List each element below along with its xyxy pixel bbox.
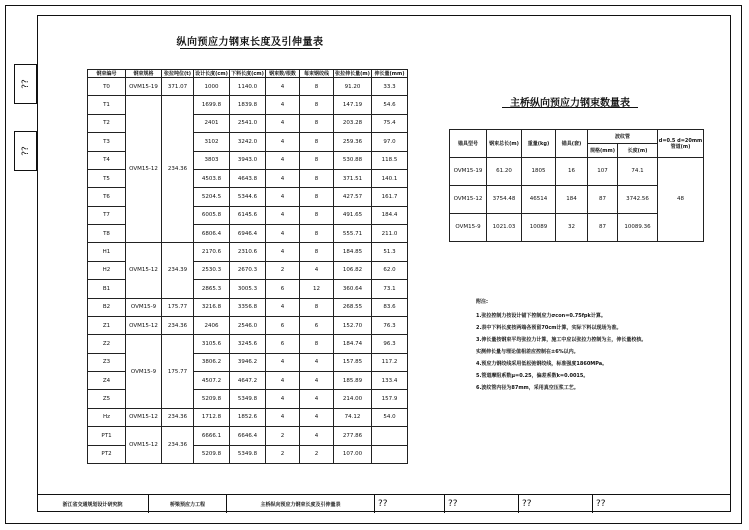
t1-cell: 491.65 xyxy=(334,206,372,224)
t1-cell: 97.0 xyxy=(372,133,408,151)
t1-cell: 83.6 xyxy=(372,298,408,316)
t1-cell: Z2 xyxy=(88,335,126,353)
t1-cell: 96.3 xyxy=(372,335,408,353)
tb-field-1: ?? xyxy=(375,495,445,513)
t1-cell: Z3 xyxy=(88,353,126,371)
t1-cell: OVM15-12 xyxy=(126,408,162,426)
t1-cell: 234.36 xyxy=(162,427,194,464)
note-item: 5.管道摩阻系数μ=0.25，偏差系数k=0.0015。 xyxy=(476,373,589,379)
t1-cell: 6946.4 xyxy=(230,225,266,243)
t1-cell: OVM15-12 xyxy=(126,243,162,298)
t1-cell: 152.70 xyxy=(334,316,372,334)
t1-cell: 6 xyxy=(266,280,300,298)
t1-cell: 5349.8 xyxy=(230,445,266,464)
t1-cell: 4643.8 xyxy=(230,169,266,187)
t1-cell: 12 xyxy=(300,280,334,298)
t1-cell: B1 xyxy=(88,280,126,298)
t1-cell: 74.12 xyxy=(334,408,372,426)
t1-cell: 3102 xyxy=(194,133,230,151)
t1-cell: 234.36 xyxy=(162,316,194,334)
t2-h-weight: 重量(kg) xyxy=(522,130,556,158)
t1-cell: 234.36 xyxy=(162,96,194,243)
t2-h-duct: 波纹管 xyxy=(588,130,658,144)
t1-cell: T6 xyxy=(88,188,126,206)
t1-cell xyxy=(372,427,408,445)
t1-cell: 8 xyxy=(300,298,334,316)
t2-cell: 32 xyxy=(556,214,588,242)
t1-cell: 3943.0 xyxy=(230,151,266,169)
t1-cell: 2401 xyxy=(194,114,230,132)
t1-cell: 75.4 xyxy=(372,114,408,132)
t1-cell: 185.89 xyxy=(334,372,372,390)
t2-h-length: 钢束总长(m) xyxy=(487,130,522,158)
t1-cell: 8 xyxy=(300,188,334,206)
t1-cell: PT2 xyxy=(88,445,126,464)
table1-body xyxy=(88,78,408,464)
t1-cell: 259.36 xyxy=(334,133,372,151)
t1-cell: 2310.6 xyxy=(230,243,266,261)
t1-cell: 3242.0 xyxy=(230,133,266,151)
t1-cell: 5204.5 xyxy=(194,188,230,206)
t1-cell: 427.57 xyxy=(334,188,372,206)
table2-header-row-1 xyxy=(450,130,704,144)
t1-cell: 3245.6 xyxy=(230,335,266,353)
t1-cell: Hz xyxy=(88,408,126,426)
t2-cell: 184 xyxy=(556,186,588,214)
t1-cell: 3803 xyxy=(194,151,230,169)
note-item: 4.预应力钢绞线采用低松弛钢绞线，标准强度1860MPa。 xyxy=(476,361,608,367)
t1-cell: 371.07 xyxy=(162,78,194,96)
t1-cell: 4 xyxy=(300,390,334,408)
t1-cell: 203.28 xyxy=(334,114,372,132)
t1-cell: 184.74 xyxy=(334,335,372,353)
table2-title-underline xyxy=(502,107,638,108)
t1-cell: 8 xyxy=(300,96,334,114)
table1-row xyxy=(88,427,408,445)
t1-cell: T4 xyxy=(88,151,126,169)
t1-cell: 51.3 xyxy=(372,243,408,261)
t2-cell: 61.20 xyxy=(487,158,522,186)
t1-cell: 4 xyxy=(300,261,334,279)
margin-label-bottom: ?? xyxy=(20,146,31,156)
t1-cell: OVM15-12 xyxy=(126,96,162,243)
t2-cell: 1805 xyxy=(522,158,556,186)
t1-cell: 118.5 xyxy=(372,151,408,169)
t1-cell: 8 xyxy=(300,151,334,169)
t1-cell: 4 xyxy=(266,298,300,316)
t1-cell: OVM15-9 xyxy=(126,335,162,409)
t1-cell: Z1 xyxy=(88,316,126,334)
t1-cell: 184.4 xyxy=(372,206,408,224)
t1-cell: 2 xyxy=(300,445,334,464)
t1-cell: 2 xyxy=(266,261,300,279)
t1-cell: 4 xyxy=(300,372,334,390)
t1-cell: 157.9 xyxy=(372,390,408,408)
t1-cell: 6 xyxy=(266,335,300,353)
t1-cell: 4 xyxy=(266,78,300,96)
t1-cell: 2 xyxy=(266,445,300,464)
t1-cell: 161.7 xyxy=(372,188,408,206)
t1-cell: 4 xyxy=(300,353,334,371)
table2-row xyxy=(450,158,704,186)
t1-cell: 2546.0 xyxy=(230,316,266,334)
t1-cell: 147.19 xyxy=(334,96,372,114)
margin-label-top: ?? xyxy=(20,79,31,89)
t2-cell: 87 xyxy=(588,186,618,214)
t1-cell: 62.0 xyxy=(372,261,408,279)
table1-row xyxy=(88,298,408,316)
t2-merged-value: 48 xyxy=(658,158,704,242)
t1-cell: 73.1 xyxy=(372,280,408,298)
t1-cell: T3 xyxy=(88,133,126,151)
note-item: 2.表中下料长度按两端各预留70cm计算，实际下料以现场为准。 xyxy=(476,325,622,331)
note-item: 6.波纹管内径为87mm，采用真空压浆工艺。 xyxy=(476,385,579,391)
t1-cell: Z5 xyxy=(88,390,126,408)
t1-cell: 360.64 xyxy=(334,280,372,298)
t1-cell: 106.82 xyxy=(334,261,372,279)
table1-row xyxy=(88,78,408,96)
t2-cell: 107 xyxy=(588,158,618,186)
t1-cell: 2530.3 xyxy=(194,261,230,279)
table1-row xyxy=(88,408,408,426)
t1-cell: 157.85 xyxy=(334,353,372,371)
t1-cell: 54.0 xyxy=(372,408,408,426)
t2-cell: OVM15-12 xyxy=(450,186,487,214)
t1-cell: OVM15-9 xyxy=(126,298,162,316)
t1-cell: 175.77 xyxy=(162,298,194,316)
t1-cell: T1 xyxy=(88,96,126,114)
t1-cell: 8 xyxy=(300,169,334,187)
t1-cell: 2541.0 xyxy=(230,114,266,132)
table1-title: 纵向预应力钢束长度及引伸量表 xyxy=(176,37,324,48)
note-item: 1.张拉控制力按设计锚下控制应力σcon=0.75fpk计算。 xyxy=(476,313,606,319)
tb-field-4: ?? xyxy=(596,499,606,509)
t1-cell: T8 xyxy=(88,225,126,243)
t1-cell: 2670.3 xyxy=(230,261,266,279)
t1-cell: 1852.6 xyxy=(230,408,266,426)
t1-header-cell: 张拉吨位(t) xyxy=(162,70,194,78)
t1-cell: 107.00 xyxy=(334,445,372,464)
t1-cell: OVM15-12 xyxy=(126,316,162,334)
t1-cell: 6145.6 xyxy=(230,206,266,224)
margin-box-bottom xyxy=(14,131,37,171)
t1-cell: 8 xyxy=(300,243,334,261)
notes-list xyxy=(476,310,716,394)
t1-header-cell: 钢束数/根数 xyxy=(266,70,300,78)
t1-header-cell: 钢束规格 xyxy=(126,70,162,78)
tendon-quantity-table xyxy=(449,129,704,242)
table2-title: 主桥纵向预应力钢束数量表 xyxy=(510,98,630,109)
t1-cell: T5 xyxy=(88,169,126,187)
t1-cell: 4 xyxy=(266,390,300,408)
tb-drawing-name: 主桥纵向预应力钢束长度及引伸量表 xyxy=(227,495,375,513)
t1-cell: 184.85 xyxy=(334,243,372,261)
t1-cell: 214.00 xyxy=(334,390,372,408)
t1-cell: Z4 xyxy=(88,372,126,390)
note-item: 3.伸长量按钢束平均张拉力计算，施工中应以张拉力控制为主，伸长量校核。 xyxy=(476,337,647,343)
tb-field-2: ?? xyxy=(445,495,519,513)
table1-title-underline xyxy=(180,48,320,49)
t1-cell: 4 xyxy=(266,188,300,206)
t1-cell: 234.36 xyxy=(162,408,194,426)
t1-cell: OVM15-19 xyxy=(126,78,162,96)
t1-cell: 555.71 xyxy=(334,225,372,243)
t1-cell: 4 xyxy=(300,427,334,445)
t1-cell: 140.1 xyxy=(372,169,408,187)
t1-cell: H1 xyxy=(88,243,126,261)
t1-cell: 1140.0 xyxy=(230,78,266,96)
t2-h-duct-spec: 规格(mm) xyxy=(588,144,618,158)
t1-cell: 3356.8 xyxy=(230,298,266,316)
t1-header-cell: 伸长量(mm) xyxy=(372,70,408,78)
t1-cell: 2 xyxy=(266,427,300,445)
t1-cell: 4 xyxy=(266,372,300,390)
t1-cell: 4 xyxy=(300,408,334,426)
t1-header-cell: 下料长度(cm) xyxy=(231,71,264,77)
t1-cell: 4 xyxy=(266,408,300,426)
t2-cell: OVM15-9 xyxy=(450,214,487,242)
t2-cell: OVM15-19 xyxy=(450,158,487,186)
t2-cell: 10089.36 xyxy=(618,214,658,242)
t1-cell: 1699.8 xyxy=(194,96,230,114)
t2-h-note: d=0.5 d=20mm 管道(m) xyxy=(658,130,704,158)
t1-cell: 5349.8 xyxy=(230,390,266,408)
t1-cell: 4 xyxy=(266,169,300,187)
table1-row xyxy=(88,316,408,334)
t1-cell: 8 xyxy=(300,133,334,151)
t1-cell: 1000 xyxy=(194,78,230,96)
t1-cell: 6666.1 xyxy=(194,427,230,445)
t1-header-cell: 张拉伸长量(m) xyxy=(335,71,370,77)
t1-cell: 8 xyxy=(300,114,334,132)
t1-cell: 3216.8 xyxy=(194,298,230,316)
notes-block xyxy=(476,296,716,394)
t1-cell: 4 xyxy=(266,133,300,151)
t1-cell: 6646.4 xyxy=(230,427,266,445)
t1-cell: T2 xyxy=(88,114,126,132)
t2-cell: 10089 xyxy=(522,214,556,242)
table2-body xyxy=(450,158,704,242)
t1-cell: 3806.2 xyxy=(194,353,230,371)
t1-cell: 3105.6 xyxy=(194,335,230,353)
t1-cell: 8 xyxy=(300,225,334,243)
margin-box-top xyxy=(14,64,37,104)
t1-cell: PT1 xyxy=(88,427,126,445)
t1-cell: 6 xyxy=(300,316,334,334)
t1-cell: 277.86 xyxy=(334,427,372,445)
t1-cell: 3946.2 xyxy=(230,353,266,371)
t1-cell: 54.6 xyxy=(372,96,408,114)
t1-cell: 4 xyxy=(266,151,300,169)
tendon-length-table xyxy=(87,69,408,464)
t1-cell: 91.20 xyxy=(334,78,372,96)
t2-cell: 87 xyxy=(588,214,618,242)
t1-cell: 6806.4 xyxy=(194,225,230,243)
t2-cell: 3742.56 xyxy=(618,186,658,214)
t1-header-cell: 每束钢绞线 xyxy=(300,70,334,78)
t1-cell: 5209.8 xyxy=(194,390,230,408)
t2-cell: 74.1 xyxy=(618,158,658,186)
t1-cell: 5344.6 xyxy=(230,188,266,206)
t1-cell: 4 xyxy=(266,96,300,114)
t1-cell: 4 xyxy=(266,225,300,243)
t2-h-duct-len: 长度(m) xyxy=(618,144,658,158)
t1-cell: 1839.8 xyxy=(230,96,266,114)
t1-cell: 211.0 xyxy=(372,225,408,243)
t1-cell: 4507.2 xyxy=(194,372,230,390)
t1-cell: 4 xyxy=(266,353,300,371)
tb-company: 浙江省交通规划设计研究院 xyxy=(37,495,149,513)
t1-cell: 4 xyxy=(266,206,300,224)
t1-header-cell: 钢束编号 xyxy=(88,70,126,78)
t2-cell: 1021.03 xyxy=(487,214,522,242)
t1-cell: 234.39 xyxy=(162,243,194,298)
t1-cell: 371.51 xyxy=(334,169,372,187)
note-item: 实测伸长量与理论值相差应控制在±6%以内。 xyxy=(476,349,579,355)
t2-h-type: 锚具型号 xyxy=(450,130,487,158)
t1-cell xyxy=(372,445,408,464)
t2-h-count: 锚具(套) xyxy=(556,130,588,158)
t2-cell: 3754.48 xyxy=(487,186,522,214)
t1-cell: 1712.8 xyxy=(194,408,230,426)
t1-cell: 3005.3 xyxy=(230,280,266,298)
t1-cell: 268.55 xyxy=(334,298,372,316)
t1-cell: 2406 xyxy=(194,316,230,334)
t1-cell: T7 xyxy=(88,206,126,224)
t1-cell: 4647.2 xyxy=(230,372,266,390)
t1-cell: 4 xyxy=(266,114,300,132)
t1-cell: 133.4 xyxy=(372,372,408,390)
title-block xyxy=(37,494,731,513)
t1-cell: H2 xyxy=(88,261,126,279)
t1-cell: T0 xyxy=(88,78,126,96)
t1-cell: 8 xyxy=(300,335,334,353)
t1-cell: 4 xyxy=(266,243,300,261)
t1-cell: 2865.3 xyxy=(194,280,230,298)
table1-header-row xyxy=(88,70,408,78)
t1-cell: OVM15-12 xyxy=(126,427,162,464)
t1-cell: 175.77 xyxy=(162,335,194,409)
t1-cell: 76.3 xyxy=(372,316,408,334)
t1-cell: 33.3 xyxy=(372,78,408,96)
t2-cell: 16 xyxy=(556,158,588,186)
tb-project: 桥梁预应力工程 xyxy=(149,495,227,513)
margin-strip xyxy=(14,15,37,512)
t1-cell: 5209.8 xyxy=(194,445,230,464)
table1-row xyxy=(88,96,408,114)
t1-cell: 530.88 xyxy=(334,151,372,169)
t1-cell: 6 xyxy=(266,316,300,334)
t2-cell: 46514 xyxy=(522,186,556,214)
t1-cell: 2170.6 xyxy=(194,243,230,261)
tb-field-3: ?? xyxy=(519,495,593,513)
t1-cell: B2 xyxy=(88,298,126,316)
t1-cell: 6005.8 xyxy=(194,206,230,224)
table1-row xyxy=(88,335,408,353)
t1-cell: 8 xyxy=(300,78,334,96)
t1-cell: 117.2 xyxy=(372,353,408,371)
t1-header-cell: 设计长度(cm) xyxy=(195,71,228,77)
notes-title: 附注: xyxy=(476,299,488,305)
t1-cell: 4503.8 xyxy=(194,169,230,187)
table1-row xyxy=(88,243,408,261)
t1-cell: 8 xyxy=(300,206,334,224)
